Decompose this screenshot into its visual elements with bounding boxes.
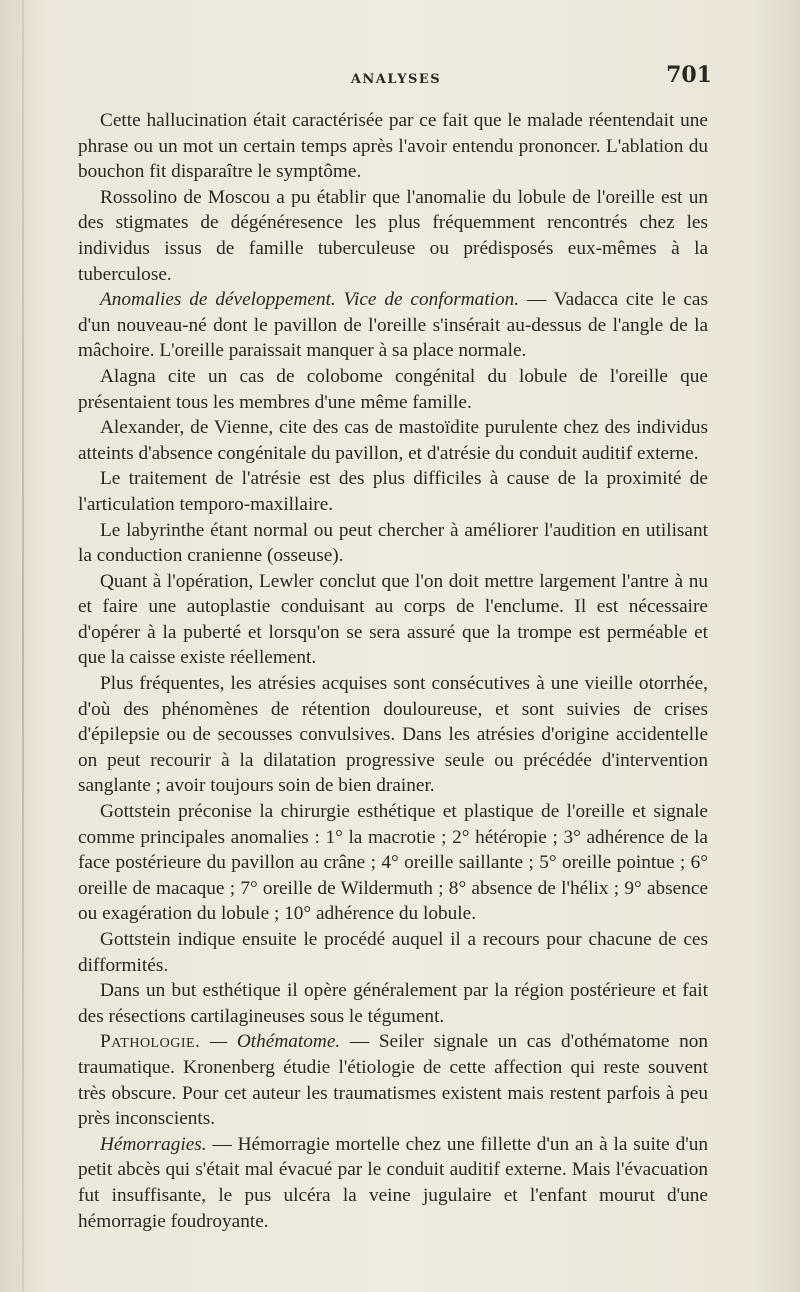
section-heading: — Othématome.	[200, 1031, 341, 1053]
paragraph: Rossolino de Moscou a pu établir que l'anomalie du lobule de l'oreille est un des stigmates de dégénéresence les plus fréquemment rencontrés chez les individus issus de famille tuberculeuse ou prédisposés eux-mêmes à la tuberculose.	[78, 186, 708, 285]
paragraph: Hémorragies. — Hémorragie mortelle chez une fillette d'un an à la suite d'un petit abcès qui s'était mal évacué par le conduit auditif externe. Mais l'évacuation fut insuffisante, le pus ulcéra la veine jugulaire et l'enfant mourut d'une hémorragie foudroyante.	[78, 1133, 708, 1232]
paragraph: Pathologie. — Othématome. — Seiler signale un cas d'othématome non traumatique. Kronenberg étudie l'étiologie de cette affection qui reste souvent très obscure. Pour cet auteur les traumatismes existent mais restent parfois à peu près inconscients.	[78, 1031, 708, 1130]
paragraph: Dans un but esthétique il opère généralement par la région postérieure et fait des résections cartilagineuses sous le tégument.	[78, 980, 708, 1027]
page-header	[80, 62, 712, 92]
section-heading: Anomalies de développement. Vice de conformation.	[100, 289, 520, 311]
paragraph: Alexander, de Vienne, cite des cas de mastoïdite purulente chez des individus atteints d'absence congénitale du pavillon, et d'atrésie du conduit auditif externe.	[78, 417, 708, 464]
paragraph: Plus fréquentes, les atrésies acquises sont consécutives à une vieille otorrhée, d'où des phénomènes de rétention douloureuse, et sont suivies de crises d'épilepsie ou de secousses convulsives. Dans les atrésies d'origine accidentelle on peut recourir à la dilatation progressive seule ou précédée d'intervention sanglante ; avoir toujours soin de bien drainer.	[78, 673, 708, 797]
paragraph: Anomalies de développement. Vice de conformation. — Vadacca cite le cas d'un nouveau-né dont le pavillon de l'oreille s'insérait au-dessus de l'angle de la mâchoire. L'oreille paraissait manquer à sa place normale.	[78, 289, 708, 362]
paragraph: Quant à l'opération, Lewler conclut que l'on doit mettre largement l'antre à nu et faire une autoplastie conduisant au corps de l'enclume. Il est nécessaire d'opérer à la puberté et lorsqu'on se sera assuré que la trompe est perméable et que la caisse existe réellement.	[78, 570, 708, 669]
paragraph: Le labyrinthe étant normal ou peut chercher à améliorer l'audition en utilisant la conduction cranienne (osseuse).	[78, 519, 708, 567]
paragraph: Gottstein préconise la chirurgie esthétique et plastique de l'oreille et signale comme principales anomalies : 1° la macrotie ; 2° hétéropie ; 3° adhérence de la face postérieure du pavillon au crâne ; 4° oreille saillante ; 5° oreille pointue ; 6° oreille de macaque ; 7° oreille de Wildermuth ; 8° absence de l'hélix ; 9° absence ou exagération du lobule ; 10° adhérence du lobule.	[78, 801, 708, 925]
paragraph: Gottstein indique ensuite le procédé auquel il a recours pour chacune de ces difformités.	[78, 929, 708, 976]
paragraph: Le traitement de l'atrésie est des plus difficiles à cause de la proximité de l'articulation temporo-maxillaire.	[78, 468, 708, 515]
page-number: 701	[666, 62, 712, 88]
paragraph: Alagna cite un cas de colobome congénital du lobule de l'oreille que présentaient tous les membres d'une même famille.	[78, 365, 708, 413]
paragraph: Cette hallucination était caractérisée par ce fait que le malade réentendait une phrase ou un mot un certain temps après l'avoir entendu prononcer. L'ablation du bouchon fit disparaître le symptôme.	[78, 110, 708, 183]
body-text	[78, 108, 708, 1234]
section-heading: Hémorragies.	[100, 1133, 207, 1155]
binding-gutter	[22, 0, 24, 1292]
section-heading-smallcaps: Pathologie.	[100, 1031, 201, 1053]
running-head: ANALYSES	[350, 72, 442, 87]
